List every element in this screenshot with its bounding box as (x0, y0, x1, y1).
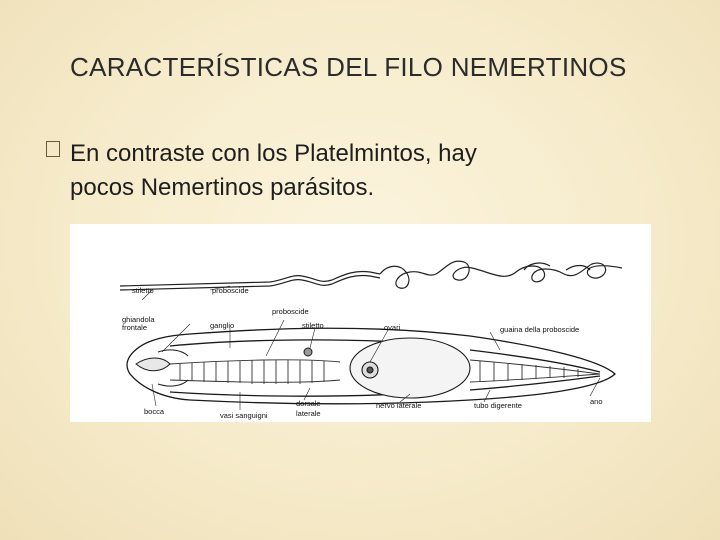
square-bullet-icon (46, 141, 60, 157)
label-laterale: laterale (296, 409, 321, 418)
label-tubo: tubo digerente (474, 401, 522, 410)
label-dorsale: dorsale (296, 399, 321, 408)
label-vasi: vasi sanguigni (220, 411, 268, 420)
label-proboscide: proboscide (272, 307, 309, 316)
label-stiletto: stiletto (302, 321, 324, 330)
label-proboscide-top: proboscide (212, 286, 249, 295)
label-frontale: frontale (122, 323, 148, 332)
ovary-region (350, 338, 470, 398)
bullet-text-line-1: En contraste con los Platelmintos, hay (70, 140, 477, 167)
label-ano: ano (590, 397, 603, 406)
label-ganglio: ganglio (210, 321, 235, 330)
bullet-text (70, 137, 650, 205)
anatomy-diagram (70, 224, 651, 422)
label-stiletto-top: stiletto (132, 286, 154, 295)
head-region (136, 348, 312, 386)
bullet-text-line-2: pocos Nemertinos parásitos. (70, 174, 375, 201)
label-ghiandola: ghiandola (122, 315, 155, 324)
slide-title: CARACTERÍSTICAS DEL FILO NEMERTINOS (70, 52, 627, 82)
nemertean-anatomy-figure (70, 224, 651, 422)
label-nervo: nervo laterale (376, 401, 422, 410)
everted-proboscis (120, 261, 622, 290)
label-bocca: bocca (144, 407, 165, 416)
label-ovari: ovari (384, 323, 401, 332)
label-guaina: guaina della proboscide (500, 325, 580, 334)
